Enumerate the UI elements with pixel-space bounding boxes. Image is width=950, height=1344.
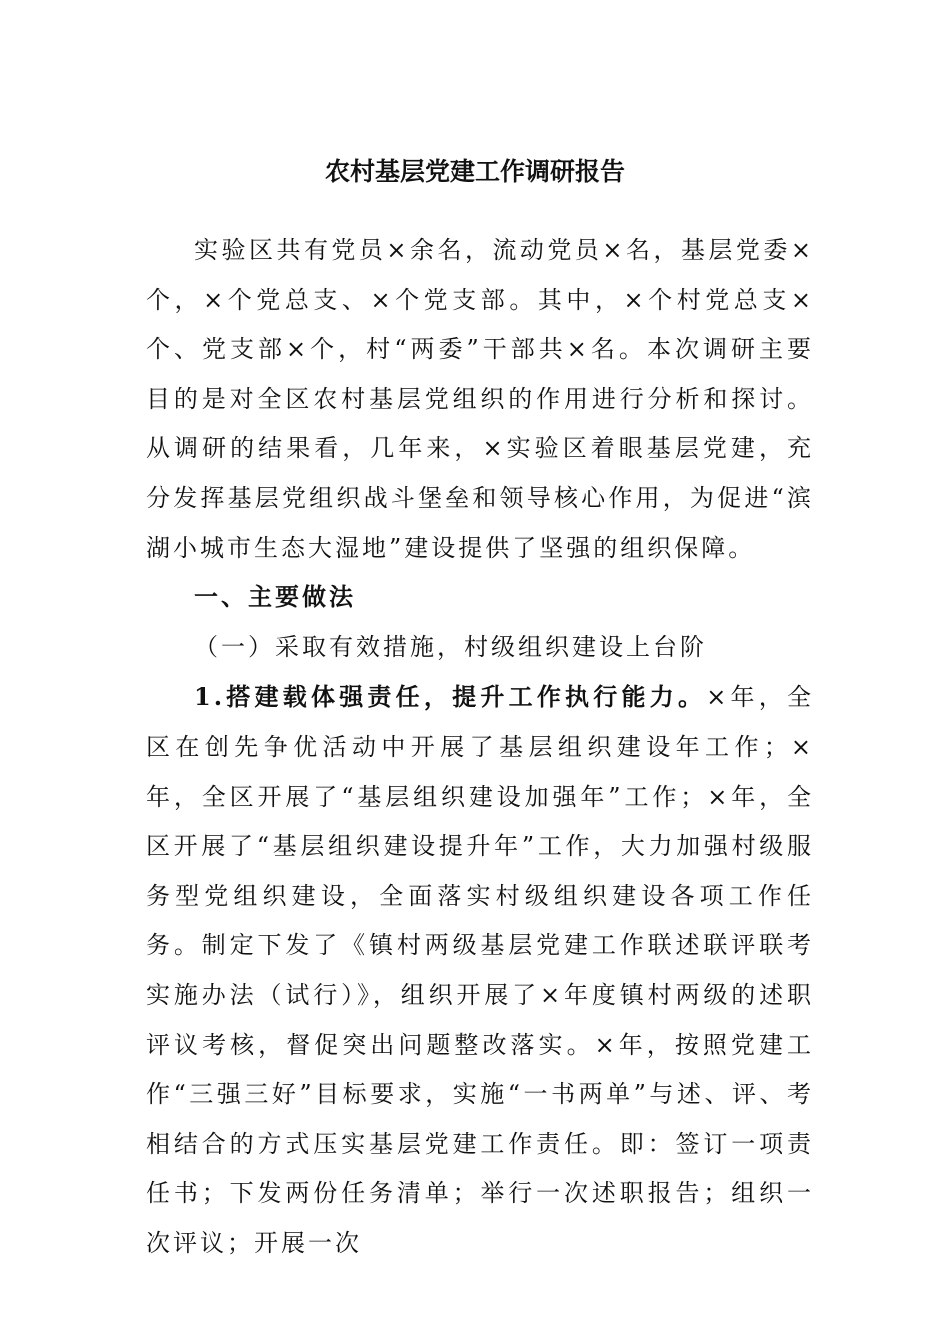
item-text: ×年，全区在创先争优活动中开展了基层组织建设年工作；×年，全区开展了“基层组织建设加强年”工作；×年，全区开展了“基层组织建设提升年”工作，大力加强村级服务型党组织建设，全面落实村级组织建设各项工作任务。制定下发了《镇村两级基层党建工作联述联评联考实施办法（试行）》，组织开展了×年度镇村两级的述职评议考核，督促突出问题整改落实。×年，按照党建工作“三强三好”目标要求，实施“一书两单”与述、评、考相结合的方式压实基层党建工作责任。即：签订一项责任书；下发两份任务清单；举行一次述职报告；组织一次评议；开展一次	[146, 683, 815, 1257]
intro-paragraph: 实验区共有党员×余名，流动党员×名，基层党委×个，×个党总支、×个党支部。其中，×个村党总支×个、党支部×个，村“两委”干部共×名。本次调研主要目的是对全区农村基层党组织的作用进行分析和探讨。从调研的结果看，几年来，×实验区着眼基层党建，充分发挥基层党组织战斗堡垒和领导核心作用，为促进“滨湖小城市生态大湿地”建设提供了坚强的组织保障。	[146, 236, 814, 562]
section-heading: 一、主要做法	[194, 583, 356, 612]
item-paragraph	[146, 672, 814, 1268]
document-title: 农村基层党建工作调研报告	[324, 157, 625, 186]
item-lead: 1.搭建载体强责任，提升工作执行能力。	[194, 682, 707, 712]
subsection-heading: （一）采取有效措施，村级组织建设上台阶	[194, 632, 707, 661]
document-body	[146, 226, 814, 1268]
